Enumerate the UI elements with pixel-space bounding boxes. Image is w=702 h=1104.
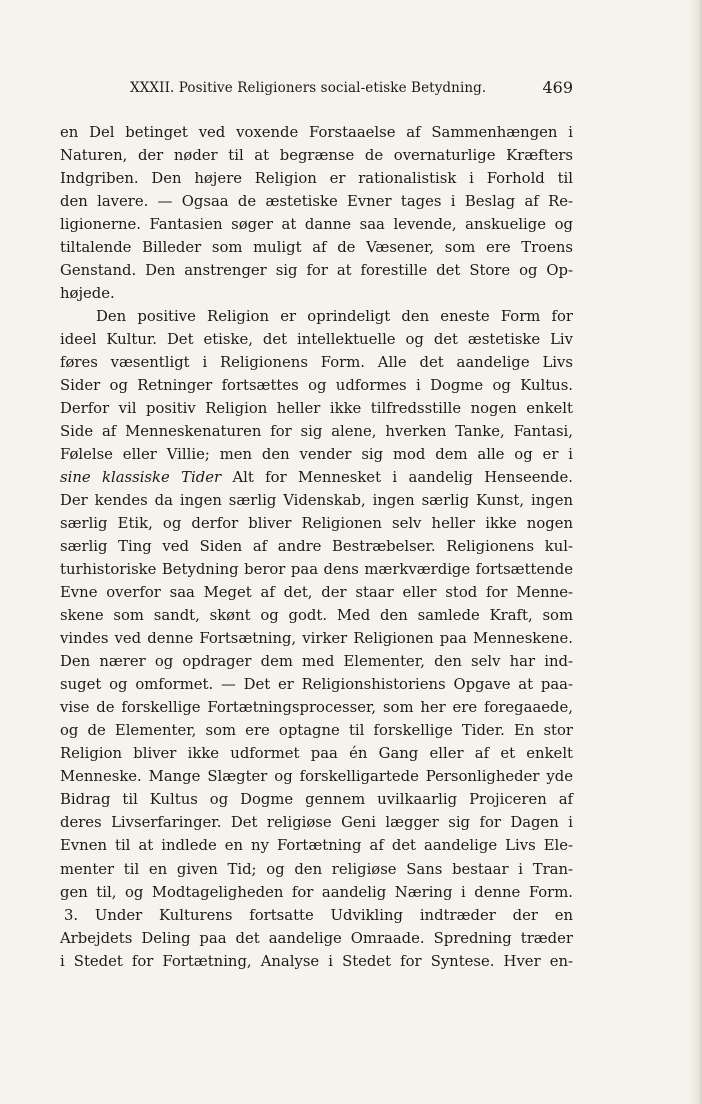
text-line: og de Elementer, som ere optagne til forskellige Tider. En stor — [60, 722, 573, 740]
text-line: Arbejdets Deling paa det aandelige Omraade. Spredning træder — [60, 929, 573, 947]
body-text — [60, 121, 573, 973]
text-line: Derfor vil positiv Religion heller ikke tilfredsstille nogen enkelt — [60, 400, 573, 418]
text-line: ligionerne. Fantasien søger at danne saa levende, anskuelige og — [60, 216, 573, 234]
page-number: 469 — [542, 78, 573, 97]
text-line: Naturen, der nøder til at begrænse de overnaturlige Kræfters — [60, 147, 573, 165]
text-line: Sider og Retninger fortsættes og udformes i Dogme og Kultus. — [60, 377, 573, 395]
text-line: vise de forskellige Fortætningsprocesser, som her ere foregaaede, — [60, 699, 573, 717]
text-line: suget og omformet. — Det er Religionshistoriens Opgave at paa- — [60, 676, 573, 694]
text-line: i Stedet for Fortætning, Analyse i Stedet for Syntese. Hver en- — [60, 952, 573, 970]
running-header — [60, 78, 573, 100]
text-line: føres væsentligt i Religionens Form. Alle det aandelige Livs — [60, 354, 573, 372]
text-line: en Del betinget ved voxende Forstaaelse af Sammenhængen i — [60, 124, 573, 141]
text-line: Indgriben. Den højere Religion er rationalistisk i Forhold til — [60, 170, 573, 188]
text-line-remainder: Alt for Mennesket i aandelig Henseende. — [232, 469, 573, 487]
text-line: skene som sandt, skønt og godt. Med den samlede Kraft, som — [60, 607, 573, 625]
text-line: Evne overfor saa Meget af det, der staar eller stod for Menne- — [60, 584, 573, 602]
text-line: tiltalende Billeder som muligt af de Væsener, som ere Troens — [60, 239, 573, 257]
text-line: ideel Kultur. Det etiske, det intellektuelle og det æstetiske Liv — [60, 331, 573, 349]
text-line: Bidrag til Kultus og Dogme gennem uvilkaarlig Projiceren af — [60, 791, 573, 809]
text-line: Genstand. Den anstrenger sig for at forestille det Store og Op- — [60, 262, 573, 280]
running-title: XXXII. Positive Religioners social-etiske Betydning. — [130, 80, 487, 96]
text-line: Den positive Religion er oprindeligt den eneste Form for — [96, 308, 573, 326]
text-line: særlig Ting ved Siden af andre Bestræbelser. Religionens kul- — [60, 538, 573, 556]
text-line: 3. Under Kulturens fortsatte Udvikling indtræder der en — [64, 906, 573, 924]
text-line: Menneske. Mange Slægter og forskelligartede Personligheder yde — [60, 768, 573, 786]
text-line: vindes ved denne Fortsætning, virker Religionen paa Menneskene. — [60, 630, 573, 648]
text-line-with-italic — [60, 466, 573, 489]
text-line: Religion bliver ikke udformet paa én Gang eller af et enkelt — [60, 745, 573, 763]
text-line: turhistoriske Betydning beror paa dens mærkværdige fortsættende — [60, 561, 573, 579]
text-line: særlig Etik, og derfor bliver Religionen selv heller ikke nogen — [60, 515, 573, 533]
text-line: gen til, og Modtageligheden for aandelig Næring i denne Form. — [60, 883, 573, 901]
text-line: Side af Menneskenaturen for sig alene, hverken Tanke, Fantasi, — [60, 423, 573, 441]
text-line: Der kendes da ingen særlig Videnskab, ingen særlig Kunst, ingen — [60, 492, 573, 510]
text-line: Evnen til at indlede en ny Fortætning af det aandelige Livs Ele- — [60, 837, 573, 855]
text-line: højede. — [60, 285, 115, 303]
page-edge-shadow — [690, 0, 700, 1104]
italic-phrase: sine klassiske Tider — [60, 469, 222, 487]
text-line: Den nærer og opdrager dem med Elementer, den selv har ind- — [60, 653, 573, 671]
text-line: Følelse eller Villie; men den vender sig mod dem alle og er i — [60, 446, 573, 464]
text-line: menter til en given Tid; og den religiøse Sans bestaar i Tran- — [60, 860, 573, 878]
text-line: den lavere. — Ogsaa de æstetiske Evner tages i Beslag af Re- — [60, 193, 573, 211]
text-line: deres Livserfaringer. Det religiøse Geni lægger sig for Dagen i — [60, 814, 573, 832]
